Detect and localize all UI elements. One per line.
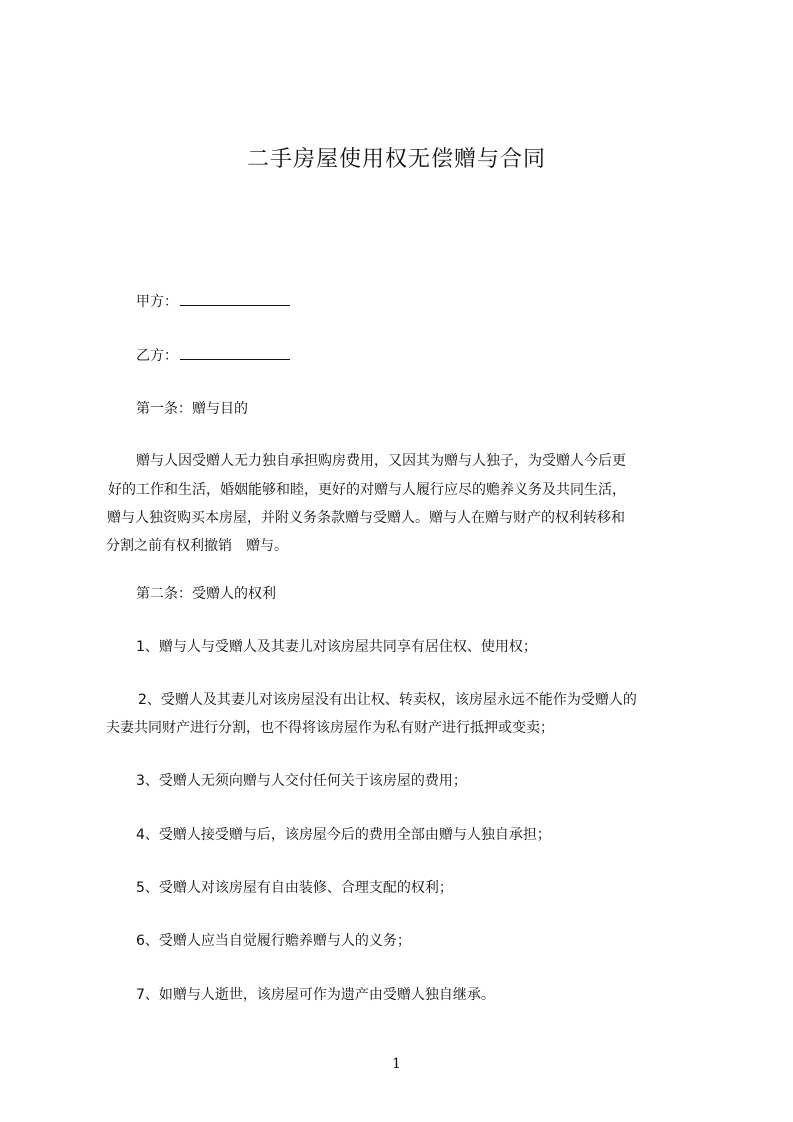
list-item: 3、受赠人无须向赠与人交付任何关于该房屋的费用； xyxy=(136,773,467,789)
list-item: 7、如赠与人逝世，该房屋可作为遗产由受赠人独自继承。 xyxy=(136,987,495,1003)
party-a-blank xyxy=(180,292,290,306)
article1-line: 分割之前有权利撤销 赠与。 xyxy=(106,538,288,554)
list-item: 6、受赠人应当自觉履行赡养赠与人的义务； xyxy=(136,933,411,949)
list-item: 4、受赠人接受赠与后，该房屋今后的费用全部由赠与人独自承担； xyxy=(136,827,551,843)
article2-heading: 第二条：受赠人的权利 xyxy=(136,586,276,602)
list-item: 5、受赠人对该房屋有自由装修、合理支配的权利； xyxy=(136,880,453,896)
article1-line: 赠与人因受赠人无力独自承担购房费用，又因其为赠与人独子，为受赠人今后更 xyxy=(136,453,626,469)
page-number: 1 xyxy=(392,1056,401,1072)
list-item: 1、赠与人与受赠人及其妻儿对该房屋共同享有居住权、使用权； xyxy=(136,639,537,655)
article1-line: 好的工作和生活，婚姻能够和睦，更好的对赠与人履行应尽的赡养义务及共同生活， xyxy=(108,482,626,498)
party-b-blank xyxy=(180,346,290,360)
party-a-label: 甲方： xyxy=(136,294,178,310)
party-a-line xyxy=(136,292,290,311)
list-item: 2、受赠人及其妻儿对该房屋没有出让权、转卖权，该房屋永远不能作为受赠人的 xyxy=(138,692,637,708)
party-b-line xyxy=(136,346,290,365)
article1-line: 赠与人独资购买本房屋，并附义务条款赠与受赠人。赠与人在赠与财产的权利转移和 xyxy=(107,510,625,526)
party-b-label: 乙方： xyxy=(136,348,178,364)
page-title: 二手房屋使用权无偿赠与合同 xyxy=(246,147,546,172)
list-item: 夫妻共同财产进行分割，也不得将该房屋作为私有财产进行抵押或变卖； xyxy=(106,720,554,736)
article1-heading: 第一条：赠与目的 xyxy=(136,401,248,417)
